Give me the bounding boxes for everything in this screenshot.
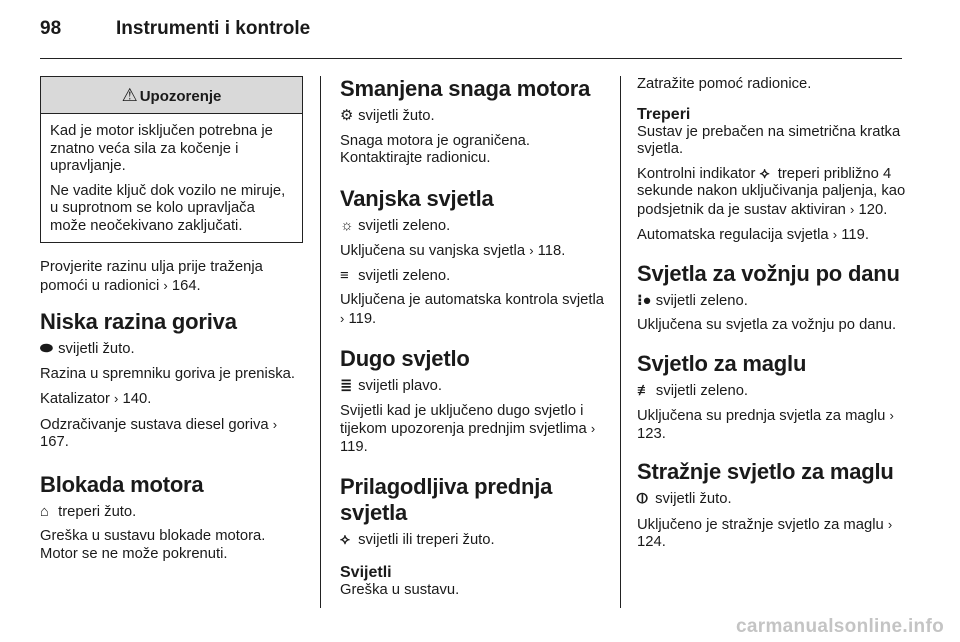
autoreg-paragraph — [637, 226, 907, 245]
status-text: svijetli zeleno. — [655, 292, 748, 309]
status-line — [340, 108, 605, 126]
status-line — [40, 341, 303, 359]
reference-arrow-icon: › — [114, 391, 119, 406]
status-text: svijetli žuto. — [358, 108, 435, 124]
body-text: Kontrolni indikator — [637, 165, 756, 182]
oil-paragraph — [40, 259, 303, 295]
ext-paragraph — [340, 242, 605, 261]
section-heading: Svjetlo za maglu — [637, 350, 807, 376]
page-reference[interactable]: 123. — [637, 425, 666, 442]
sub-heading: Treperi — [637, 105, 691, 123]
column-1 — [40, 76, 303, 570]
warning-triangle-icon: ⚠ — [121, 85, 138, 105]
body-text: Uključena su svjetla za vožnju po danu. — [637, 317, 897, 333]
body-text: treperi približno 4 sekunde nakon uključivanja paljenja, kao podsjetnik da je sustav aktiviran — [637, 165, 906, 218]
page-number: 98 — [40, 18, 62, 39]
reference-arrow-icon: › — [163, 277, 168, 293]
body-text: Uključena je automatska kontrola svjetla — [340, 292, 605, 308]
section-heading: Prilagodljiva prednja svjetla — [340, 474, 553, 525]
warning-header — [41, 77, 302, 114]
section-heading: Smanjena snaga motora — [340, 76, 591, 101]
header-rule — [40, 58, 902, 59]
status-text: svijetli žuto. — [655, 491, 732, 507]
warning-box — [40, 76, 303, 243]
reference-arrow-icon: › — [340, 310, 345, 326]
page-reference[interactable]: 124. — [637, 534, 666, 550]
body-text: Uključena su prednja svjetla za maglu — [637, 408, 886, 424]
reference-arrow-icon: › — [889, 408, 894, 423]
fuel-indicator-icon: ⬬ — [40, 341, 53, 357]
status-text: svijetli zeleno. — [358, 217, 451, 234]
section-heading: Niska razina goriva — [40, 309, 237, 334]
page-reference[interactable]: 119. — [348, 310, 377, 327]
status-line — [40, 504, 303, 522]
column-divider — [320, 76, 321, 608]
body-text: Svijetli kad je uključeno dugo svjetlo i tijekom upozorenja prednjim svjetlima — [340, 402, 587, 437]
warning-body — [41, 114, 302, 242]
body-text: Uključeno je stražnje svjetlo za maglu — [637, 516, 884, 533]
reduced-power-icon: ⚙ — [340, 108, 354, 124]
status-line — [340, 532, 605, 550]
rear-fog-icon: ⦶ — [637, 491, 648, 507]
high-paragraph — [340, 403, 605, 457]
body-text: Sustav je prebačen na simetrična kratka svjetla. — [637, 123, 901, 157]
status-line — [637, 293, 907, 311]
adaptive-light-icon: ⟡ — [340, 532, 350, 548]
status-text: svijetli zeleno. — [655, 382, 749, 399]
immobiliser-icon: ⌂ — [40, 503, 49, 520]
page-reference[interactable]: 120. — [858, 201, 888, 218]
reference-arrow-icon: › — [272, 416, 278, 432]
cat-paragraph — [40, 390, 303, 409]
fog-paragraph — [637, 407, 907, 443]
section-heading: Svjetla za vožnju po danu — [637, 260, 900, 286]
body-text: Razina u spremniku goriva je preniska. — [40, 365, 295, 382]
column-2 — [340, 76, 605, 606]
section-heading: Blokada motora — [40, 471, 204, 497]
warning-title: Upozorenje — [139, 88, 222, 105]
reference-arrow-icon: › — [590, 421, 596, 436]
warning-text: Kad je motor isključen potrebna je znatno veća sila za kočenje i upravljanje. — [50, 123, 273, 174]
status-text: svijetli plavo. — [358, 378, 443, 394]
reference-arrow-icon: › — [832, 227, 838, 242]
body-text: Uključena su vanjska svjetla — [340, 243, 526, 259]
watermark: carmanualsonline.info — [736, 616, 944, 637]
rfog-paragraph — [637, 516, 907, 552]
page-reference[interactable]: 164. — [171, 277, 201, 294]
exterior-light-icon: ☼ — [340, 217, 354, 234]
sub-heading: Svijetli — [340, 563, 392, 581]
reference-arrow-icon: › — [850, 201, 855, 217]
status-text: treperi žuto. — [58, 503, 137, 520]
auto-light-icon: ≡ — [340, 267, 349, 284]
adaptive-light-icon: ⟡ — [759, 165, 770, 182]
page-reference[interactable]: 119. — [841, 227, 869, 243]
column-divider — [620, 76, 621, 608]
status-line — [637, 491, 907, 509]
section-heading: Dugo svjetlo — [340, 346, 470, 371]
status-text: svijetli žuto. — [58, 341, 135, 357]
status-line — [340, 218, 605, 236]
reference-arrow-icon: › — [887, 516, 893, 532]
body-text: Snaga motora je ograničena. Kontaktirajte radionicu. — [340, 132, 531, 166]
body-text: Odzračivanje sustava diesel goriva — [40, 416, 269, 433]
page-reference[interactable]: 119. — [340, 438, 368, 455]
body-text: Zatražite pomoć radionice. — [637, 76, 812, 92]
indicator-paragraph — [637, 166, 907, 220]
section-heading: Stražnje svjetlo za maglu — [637, 459, 894, 484]
page-reference[interactable]: 118. — [537, 243, 566, 259]
status-line — [340, 378, 605, 396]
high-beam-icon: ≣ — [340, 378, 353, 394]
front-fog-icon: ≢ — [637, 382, 652, 399]
status-line — [637, 383, 907, 401]
body-text: Katalizator — [40, 391, 110, 407]
status-text: svijetli ili treperi žuto. — [358, 532, 495, 548]
body-text: Automatska regulacija svjetla — [637, 227, 829, 243]
column-3 — [637, 76, 907, 559]
warning-text: Ne vadite ključ dok vozilo ne miruje, u suprotnom se kolo upravljača može neočekivano zaključati. — [50, 182, 286, 234]
oil-text: Provjerite razinu ulja prije traženja pomoći u radionici — [40, 259, 263, 294]
diesel-paragraph — [40, 416, 303, 452]
page-reference[interactable]: 167. — [40, 434, 69, 450]
auto-paragraph — [340, 292, 605, 328]
reference-arrow-icon: › — [529, 243, 534, 258]
page-reference[interactable]: 140. — [122, 391, 152, 407]
body-text: Greška u sustavu. — [340, 581, 460, 598]
page-title: Instrumenti i kontrole — [116, 18, 311, 39]
daytime-light-icon: ⁝● — [637, 292, 652, 309]
section-heading: Vanjska svjetla — [340, 185, 494, 211]
status-text: svijetli zeleno. — [358, 267, 451, 284]
status-line — [340, 268, 605, 286]
body-text: Greška u sustavu blokade motora. Motor se ne može pokrenuti. — [40, 528, 266, 562]
